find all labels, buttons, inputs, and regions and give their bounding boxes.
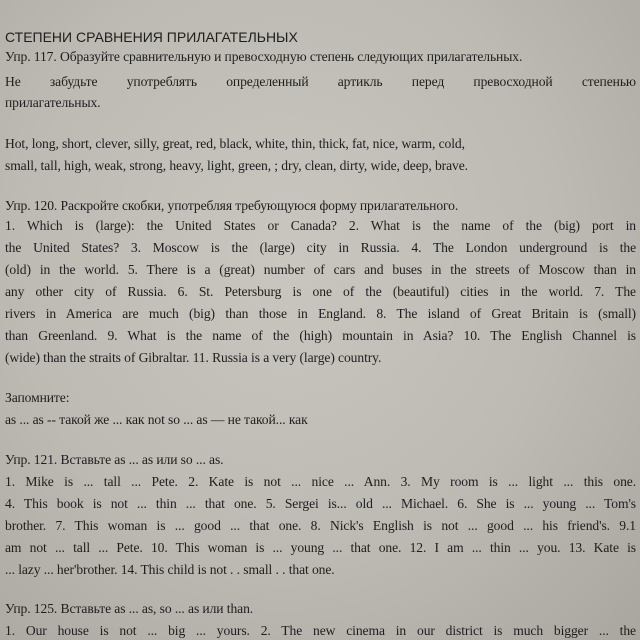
adjective-list: Hot, long, short, clever, silly, great, red, black, white, thin, thick, fat, nice, warm, cold, bbox=[5, 136, 465, 151]
exercise-120-text: than Greenland. 9. What is the name of the (high) mountain in Asia? 10. The English Channel is bbox=[5, 328, 636, 343]
exercise-121-text: am not ... tall ... Pete. 10. This woman is ... young ... that one. 12. I am ... thin ... you. 13. Kate is bbox=[5, 540, 636, 555]
exercise-120-text: 1. Which is (large): the United States or Canada? 2. What is the name of the (big) port in bbox=[5, 218, 636, 233]
exercise-121-text: ... lazy ... her'brother. 14. This child is not . . small . . that one. bbox=[5, 562, 335, 577]
exercise-120-text: (wide) than the straits of Gibraltar. 11. Russia is a very (large) country. bbox=[5, 350, 382, 365]
exercise-120-text: any other city of Russia. 6. St. Petersburg is one of the (beautiful) cities in the world. 7. The bbox=[5, 284, 636, 299]
exercise-125-heading: Упр. 125. Вставьте as ... as, so ... as или than. bbox=[5, 601, 254, 616]
exercise-121-text: 4. This book is not ... thin ... that one. 5. Sergei is... old ... Michael. 6. She is ... young ... Tom's bbox=[5, 496, 636, 511]
exercise-120-text: rivers in America are much (big) than those in England. 8. The island of Great Britain is (small) bbox=[5, 306, 636, 321]
exercise-117-instruction: прилагательных. bbox=[5, 95, 101, 110]
exercise-120-heading: Упр. 120. Раскройте скобки, употребляя требующуюся форму прилагательного. bbox=[5, 198, 459, 213]
exercise-121-text: 1. Mike is ... tall ... Pete. 2. Kate is not ... nice ... Ann. 3. My room is ... light ... this one. bbox=[5, 474, 636, 489]
remember-rule: as ... as -- такой же ... как not so ... as — не такой... как bbox=[5, 412, 308, 427]
adjective-list: small, tall, high, weak, strong, heavy, light, green, ; dry, clean, dirty, wide, deep, brave. bbox=[5, 158, 468, 173]
exercise-120-text: the United States? 3. Moscow is the (large) city in Russia. 4. The London underground is the bbox=[5, 240, 636, 255]
exercise-121-text: brother. 7. This woman is ... good ... that one. 8. Nick's English is not ... good ... his friend's. 9.1 bbox=[5, 518, 636, 533]
exercise-120-text: (old) in the world. 5. There is a (great) number of cars and buses in the streets of Moscow than in bbox=[5, 262, 636, 277]
exercise-125-text: 1. Our house is not ... big ... yours. 2. The new cinema in our district is much bigger ... the bbox=[5, 623, 636, 638]
remember-heading: Запомните: bbox=[5, 390, 70, 405]
exercise-117-instruction: Упр. 117. Образуйте сравнительную и превосходную степень следующих прилагательных. bbox=[5, 49, 523, 64]
page-title: СТЕПЕНИ СРАВНЕНИЯ ПРИЛАГАТЕЛЬНЫХ bbox=[5, 29, 298, 45]
exercise-121-heading: Упр. 121. Вставьте as ... as или so ... as. bbox=[5, 452, 224, 467]
exercise-117-instruction: Не забудьте употреблять определенный артикль перед превосходной степенью bbox=[5, 74, 636, 89]
